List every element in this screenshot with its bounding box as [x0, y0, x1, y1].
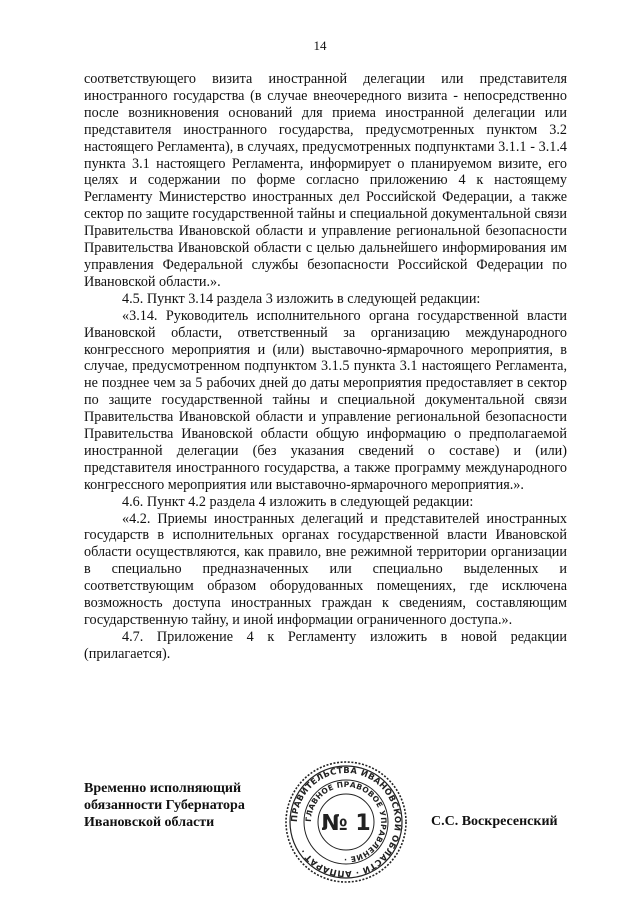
- position-line: обязанности Губернатора: [84, 798, 245, 813]
- official-seal: [284, 760, 408, 884]
- seal-outer-text: ПРАВИТЕЛЬСТВА ИВАНОВСКОЙ ОБЛАСТИ · АППАРАТ ·: [288, 764, 404, 880]
- seal-number: № 1: [321, 811, 371, 836]
- position-line: Временно исполняющий: [84, 781, 242, 796]
- seal-graphic: [284, 760, 408, 884]
- paragraph-3-14: «3.14. Руководитель исполнительного органа государственной власти Ивановской области, ответственный за организацию международного конгрессного мероприятия и (или) выставочно-ярмарочного мероприятия, в случае, предусмотренном подпунктом 3.1.5 пункта 3.1 настоящего Регламента, не позднее чем за 5 рабочих дней до даты мероприятия предоставляет в сектор по защите государственной тайны и специальной документальной связи Правительства Ивановской области и управление региональной безопасности Правительства Ивановской области общую информацию о предполагаемой иностранной делегации (без указания сведений о составе) и (или) представителя иностранного государства, а также программу международного конгрессного мероприятия или выставочно-ярмарочного мероприятия.».: [84, 307, 567, 493]
- paragraph-4-6: 4.6. Пункт 4.2 раздела 4 изложить в следующей редакции:: [122, 493, 474, 510]
- signatory-position: [84, 780, 284, 831]
- position-line: Ивановской области: [84, 815, 215, 830]
- page-number: 14: [313, 38, 327, 53]
- paragraph-4-7: 4.7. Приложение 4 к Регламенту изложить в новой редакции (прилагается).: [84, 628, 567, 662]
- paragraph-4-2: «4.2. Приемы иностранных делегаций и представителей иностранных государств в исполнительных органах государственной власти Ивановской области осуществляются, как правило, вне режимной территории организации в специально предназначенных или специально выделенных и соответствующим образом оборудованных помещениях, где исключена возможность доступа иностранных граждан к сведениям, составляющим государственную тайну, и иной информации ограниченного доступа.».: [84, 510, 567, 628]
- document-body: [84, 71, 567, 663]
- seal-inner-text: ГЛАВНОЕ ПРАВОВОЕ УПРАВЛЕНИЕ ·: [303, 779, 389, 865]
- paragraph-4-5: 4.5. Пункт 3.14 раздела 3 изложить в следующей редакции:: [122, 290, 481, 307]
- paragraph-continuation: соответствующего визита иностранной делегации или представителя иностранного государства (в случае внеочередного визита - непосредственно после возникновения оснований для приема иностранной делегации или представителя иностранного государства, предусмотренных пунктом 3.2 настоящего Регламента), в случаях, предусмотренных подпунктами 3.1.1 - 3.1.4 пункта 3.1 настоящего Регламента, информирует о планируемом визите, его целях и содержании по форме согласно приложению 4 к настоящему Регламенту Министерство иностранных дел Российской Федерации, а также сектор по защите государственной тайны и специальной документальной связи Правительства Ивановской области и управление региональной безопасности Правительства Ивановской области с целью дальнейшего информирования им управления Федеральной службы безопасности Российской Федерации по Ивановской области.».: [84, 71, 567, 290]
- signer-name: С.С. Воскресенский: [431, 814, 558, 829]
